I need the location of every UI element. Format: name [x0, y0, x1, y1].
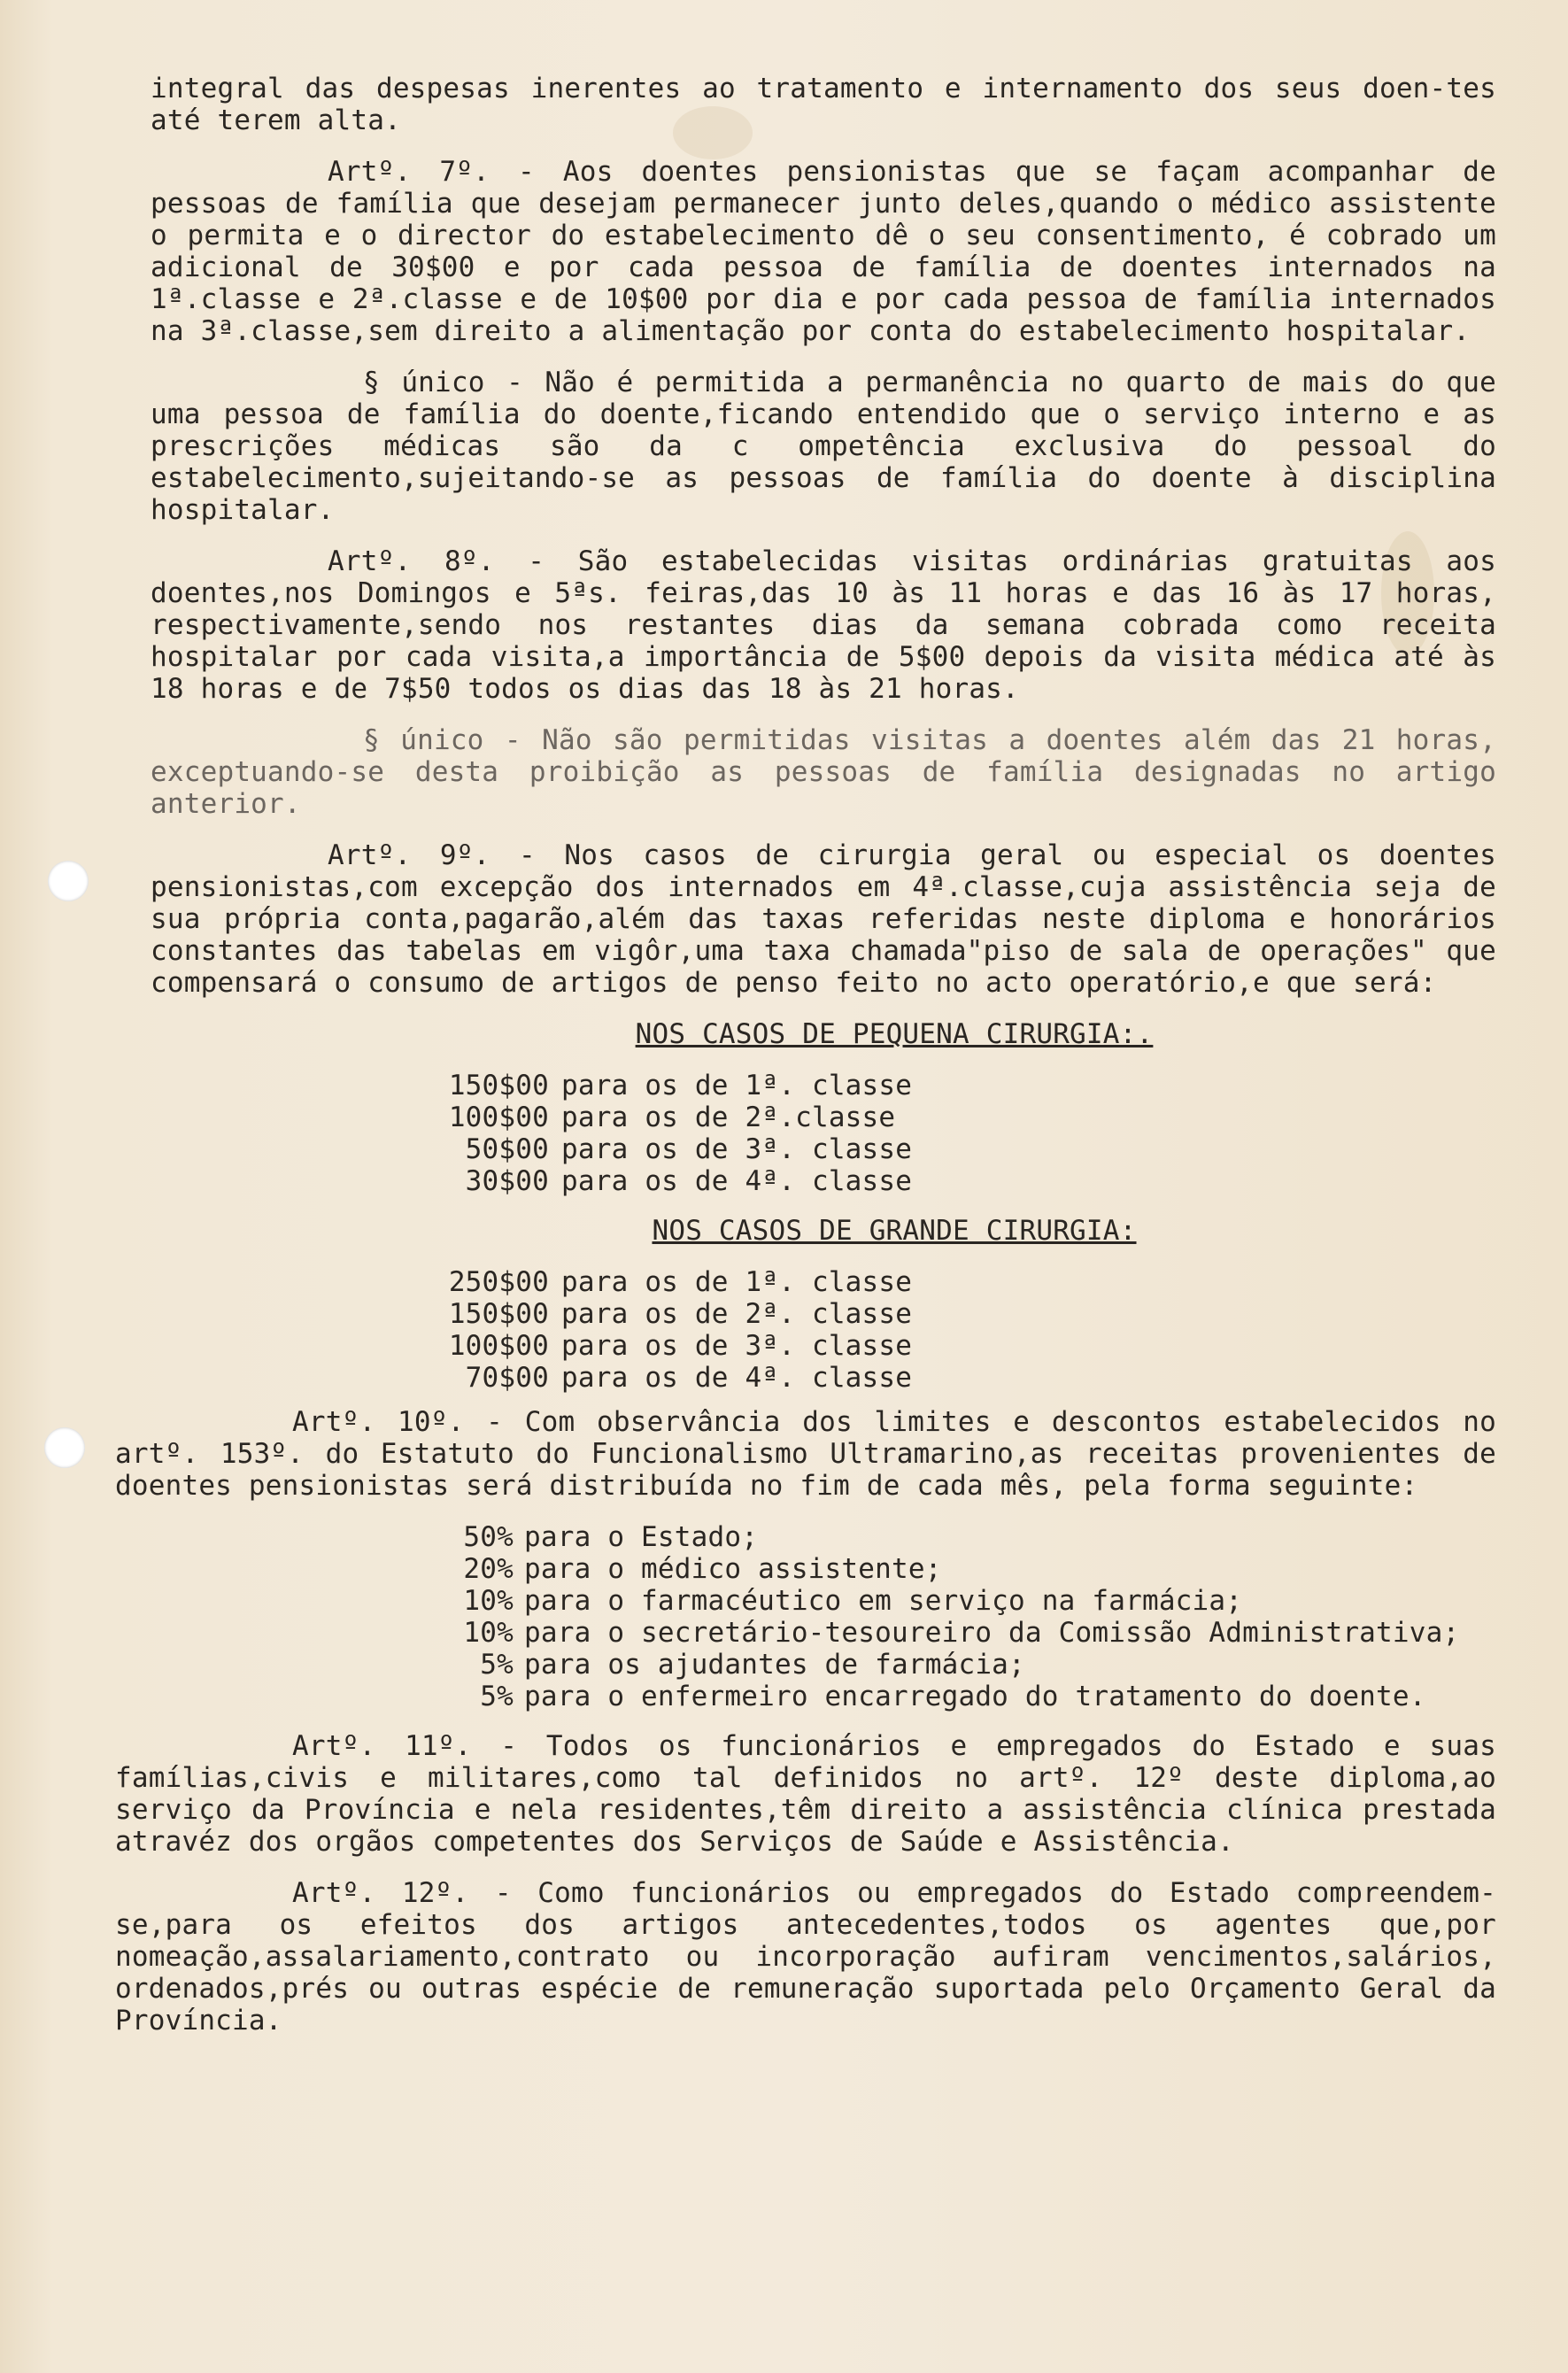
rate-amount: 250$00	[448, 1266, 549, 1298]
large-surgery-rates	[443, 1266, 1496, 1394]
large-surgery-heading: NOS CASOS DE GRANDE CIRURGIA:	[652, 1215, 1137, 1247]
allocation-row	[443, 1649, 1496, 1681]
rate-row	[443, 1330, 1496, 1362]
rate-amount: 30$00	[465, 1165, 549, 1197]
rate-row	[443, 1101, 1496, 1133]
rate-amount: 70$00	[465, 1362, 549, 1394]
allocation-list	[443, 1521, 1496, 1712]
rate-amount: 50$00	[465, 1133, 549, 1165]
article-7: Artº. 7º. - Aos doentes pensionistas que se façam acompanhar de pessoas de família que desejam permanecer junto deles,quando o médico assistente o permita e o director do estabelecimento dê o seu consentimento, é cobrado um adicional de 30$00 e por cada pessoa de família de doentes internados na 1ª.classe e 2ª.classe e de 10$00 por dia e por cada pessoa de família internados na 3ª.classe,sem direito a alimentação por conta do estabelecimento hospitalar.	[151, 156, 1513, 347]
rate-label: para os de 3ª. classe	[561, 1133, 913, 1165]
rate-row	[443, 1362, 1496, 1394]
allocation-recipient: para o farmacéutico em serviço na farmácia;	[524, 1585, 1243, 1617]
allocation-row	[443, 1553, 1496, 1585]
allocation-row	[443, 1585, 1496, 1617]
rate-label: para os de 3ª. classe	[561, 1330, 913, 1362]
rate-row	[443, 1298, 1496, 1330]
rate-row	[443, 1266, 1496, 1298]
rate-amount: 100$00	[448, 1101, 549, 1133]
small-surgery-heading: NOS CASOS DE PEQUENA CIRURGIA:.	[635, 1018, 1154, 1050]
allocation-row	[443, 1521, 1496, 1553]
allocation-row	[443, 1617, 1496, 1649]
rate-label: para os de 4ª. classe	[561, 1165, 913, 1197]
allocation-percent: 5%	[480, 1649, 514, 1681]
rate-label: para os de 2ª.classe	[561, 1101, 896, 1133]
rate-row	[443, 1165, 1496, 1197]
small-surgery-rates	[443, 1070, 1496, 1197]
rate-amount: 100$00	[448, 1330, 549, 1362]
allocation-percent: 50%	[463, 1521, 514, 1553]
allocation-percent: 10%	[463, 1617, 514, 1649]
rate-row	[443, 1070, 1496, 1101]
article-11: Artº. 11º. - Todos os funcionários e empregados do Estado e suas famílias,civis e militares,como tal definidos no artº. 12º deste diploma,ao serviço da Província e nela residentes,têm direito a assistência clínica prestada atravéz dos orgãos competentes dos Serviços de Saúde e Assistência.	[115, 1730, 1513, 1858]
article-12: Artº. 12º. - Como funcionários ou empregados do Estado compreendem-se,para os efeitos dos artigos antecedentes,todos os agentes que,por nomeação,assalariamento,contrato ou incorporação aufiram vencimentos,salários, ordenados,prés ou outras espécie de remuneração suportada pelo Orçamento Geral da Província.	[115, 1877, 1513, 2037]
allocation-recipient: para o enfermeiro encarregado do tratamento do doente.	[524, 1681, 1426, 1712]
article-8: Artº. 8º. - São estabelecidas visitas ordinárias gratuitas aos doentes,nos Domingos e 5ªs. feiras,das 10 às 11 horas e das 16 às 17 horas, respectivamente,sendo nos restantes dias da semana cobrada como receita hospitalar por cada visita,a importância de 5$00 depois da visita médica até às 18 horas e de 7$50 todos os dias das 18 às 21 horas.	[151, 545, 1513, 705]
allocation-percent: 20%	[463, 1553, 514, 1585]
document-body	[115, 73, 1513, 2056]
allocation-percent: 10%	[463, 1585, 514, 1617]
rate-amount: 150$00	[448, 1070, 549, 1101]
paragraph-continuation: integral das despesas inerentes ao tratamento e internamento dos seus doen-tes até terem alta.	[151, 73, 1513, 136]
allocation-percent: 5%	[480, 1681, 514, 1712]
allocation-recipient: para o médico assistente;	[524, 1553, 942, 1585]
allocation-recipient: para os ajudantes de farmácia;	[524, 1649, 1025, 1681]
rate-label: para os de 2ª. classe	[561, 1298, 913, 1330]
punch-hole	[44, 1427, 85, 1468]
rate-row	[443, 1133, 1496, 1165]
rate-amount: 150$00	[448, 1298, 549, 1330]
article-8-single-paragraph: § único - Não são permitidas visitas a doentes além das 21 horas, exceptuando-se desta proibição as pessoas de família designadas no artigo anterior.	[151, 724, 1513, 820]
allocation-recipient: para o Estado;	[524, 1521, 759, 1553]
article-10: Artº. 10º. - Com observância dos limites e descontos estabelecidos no artº. 153º. do Estatuto do Funcionalismo Ultramarino,as receitas provenientes de doentes pensionistas será distribuída no fim de cada mês, pela forma seguinte:	[115, 1406, 1513, 1502]
allocation-row	[443, 1681, 1496, 1712]
rate-label: para os de 1ª. classe	[561, 1266, 913, 1298]
rate-label: para os de 4ª. classe	[561, 1362, 913, 1394]
article-7-single-paragraph: § único - Não é permitida a permanência no quarto de mais do que uma pessoa de família do doente,ficando entendido que o serviço interno e as prescrições médicas são da c ompetência exclusiva do pessoal do estabelecimento,sujeitando-se as pessoas de família do doente à disciplina hospitalar.	[151, 367, 1513, 526]
article-9: Artº. 9º. - Nos casos de cirurgia geral ou especial os doentes pensionistas,com excepção dos internados em 4ª.classe,cuja assistência seja de sua própria conta,pagarão,além das taxas referidas neste diploma e honorários constantes das tabelas em vigôr,uma taxa chamada"piso de sala de operações" que compensará o consumo de artigos de penso feito no acto operatório,e que será:	[151, 839, 1513, 999]
rate-label: para os de 1ª. classe	[561, 1070, 913, 1101]
punch-hole	[48, 861, 89, 901]
allocation-recipient: para o secretário-tesoureiro da Comissão Administrativa;	[524, 1617, 1460, 1649]
